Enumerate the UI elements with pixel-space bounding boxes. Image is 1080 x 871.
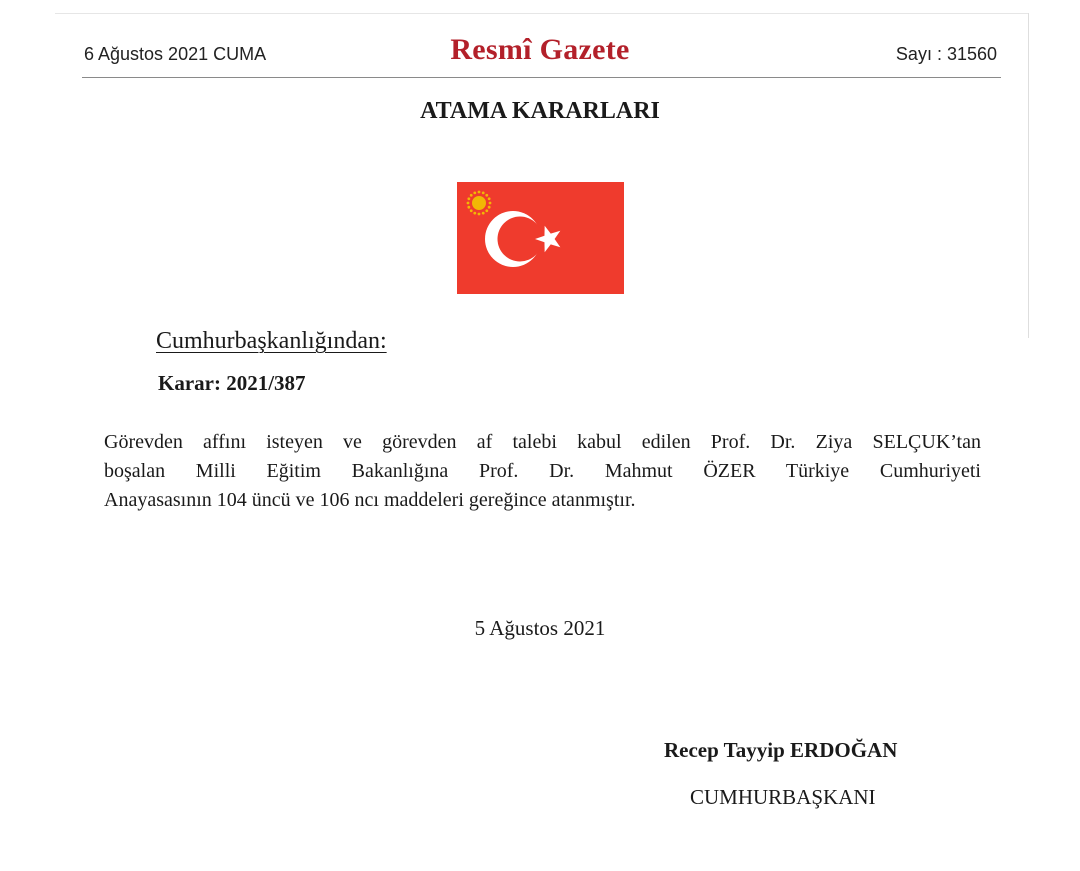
gazette-date: 6 Ağustos 2021 CUMA [84, 44, 267, 64]
emblem-star-icon [470, 194, 473, 197]
emblem-star-icon [470, 209, 473, 212]
emblem-star-icon [478, 213, 481, 216]
page-frame-top-border [55, 13, 1029, 14]
decision-body [104, 428, 981, 515]
header-divider [82, 77, 1001, 78]
emblem-star-icon [467, 206, 470, 209]
emblem-star-icon [482, 212, 485, 215]
body-line: Görevden affını isteyen ve görevden af talebi kabul edilen Prof. Dr. Ziya SELÇUK’tan [104, 431, 981, 453]
emblem-star-icon [488, 197, 491, 200]
signer-name: Recep Tayyip ERDOĞAN [664, 738, 898, 762]
section-heading: ATAMA KARARLARI [420, 98, 660, 124]
emblem-star-icon [467, 197, 470, 200]
body-line: boşalan Milli Eğitim Bakanlığına Prof. Dr. Mahmut ÖZER Türkiye Cumhuriyeti [104, 460, 981, 482]
signature-date: 5 Ağustos 2021 [474, 616, 606, 640]
issuer-heading: Cumhurbaşkanlığından: [156, 328, 387, 354]
decision-number: Karar: 2021/387 [158, 371, 306, 395]
turkish-flag-icon [457, 182, 624, 294]
emblem-star-icon [485, 194, 488, 197]
gazette-title: Resmî Gazete [450, 33, 630, 66]
body-line: Anayasasının 104 üncü ve 106 ncı maddeleri gereğince atanmıştır. [104, 489, 636, 511]
emblem-star-icon [482, 191, 485, 194]
emblem-star-icon [467, 202, 470, 205]
emblem-star-icon [489, 202, 492, 205]
signer-title: CUMHURBAŞKANI [690, 785, 876, 809]
gazette-issue-number: Sayı : 31560 [895, 44, 997, 64]
emblem-star-icon [473, 212, 476, 215]
emblem-star-icon [478, 191, 481, 194]
emblem-star-icon [488, 206, 491, 209]
emblem-star-icon [473, 191, 476, 194]
emblem-star-icon [485, 209, 488, 212]
